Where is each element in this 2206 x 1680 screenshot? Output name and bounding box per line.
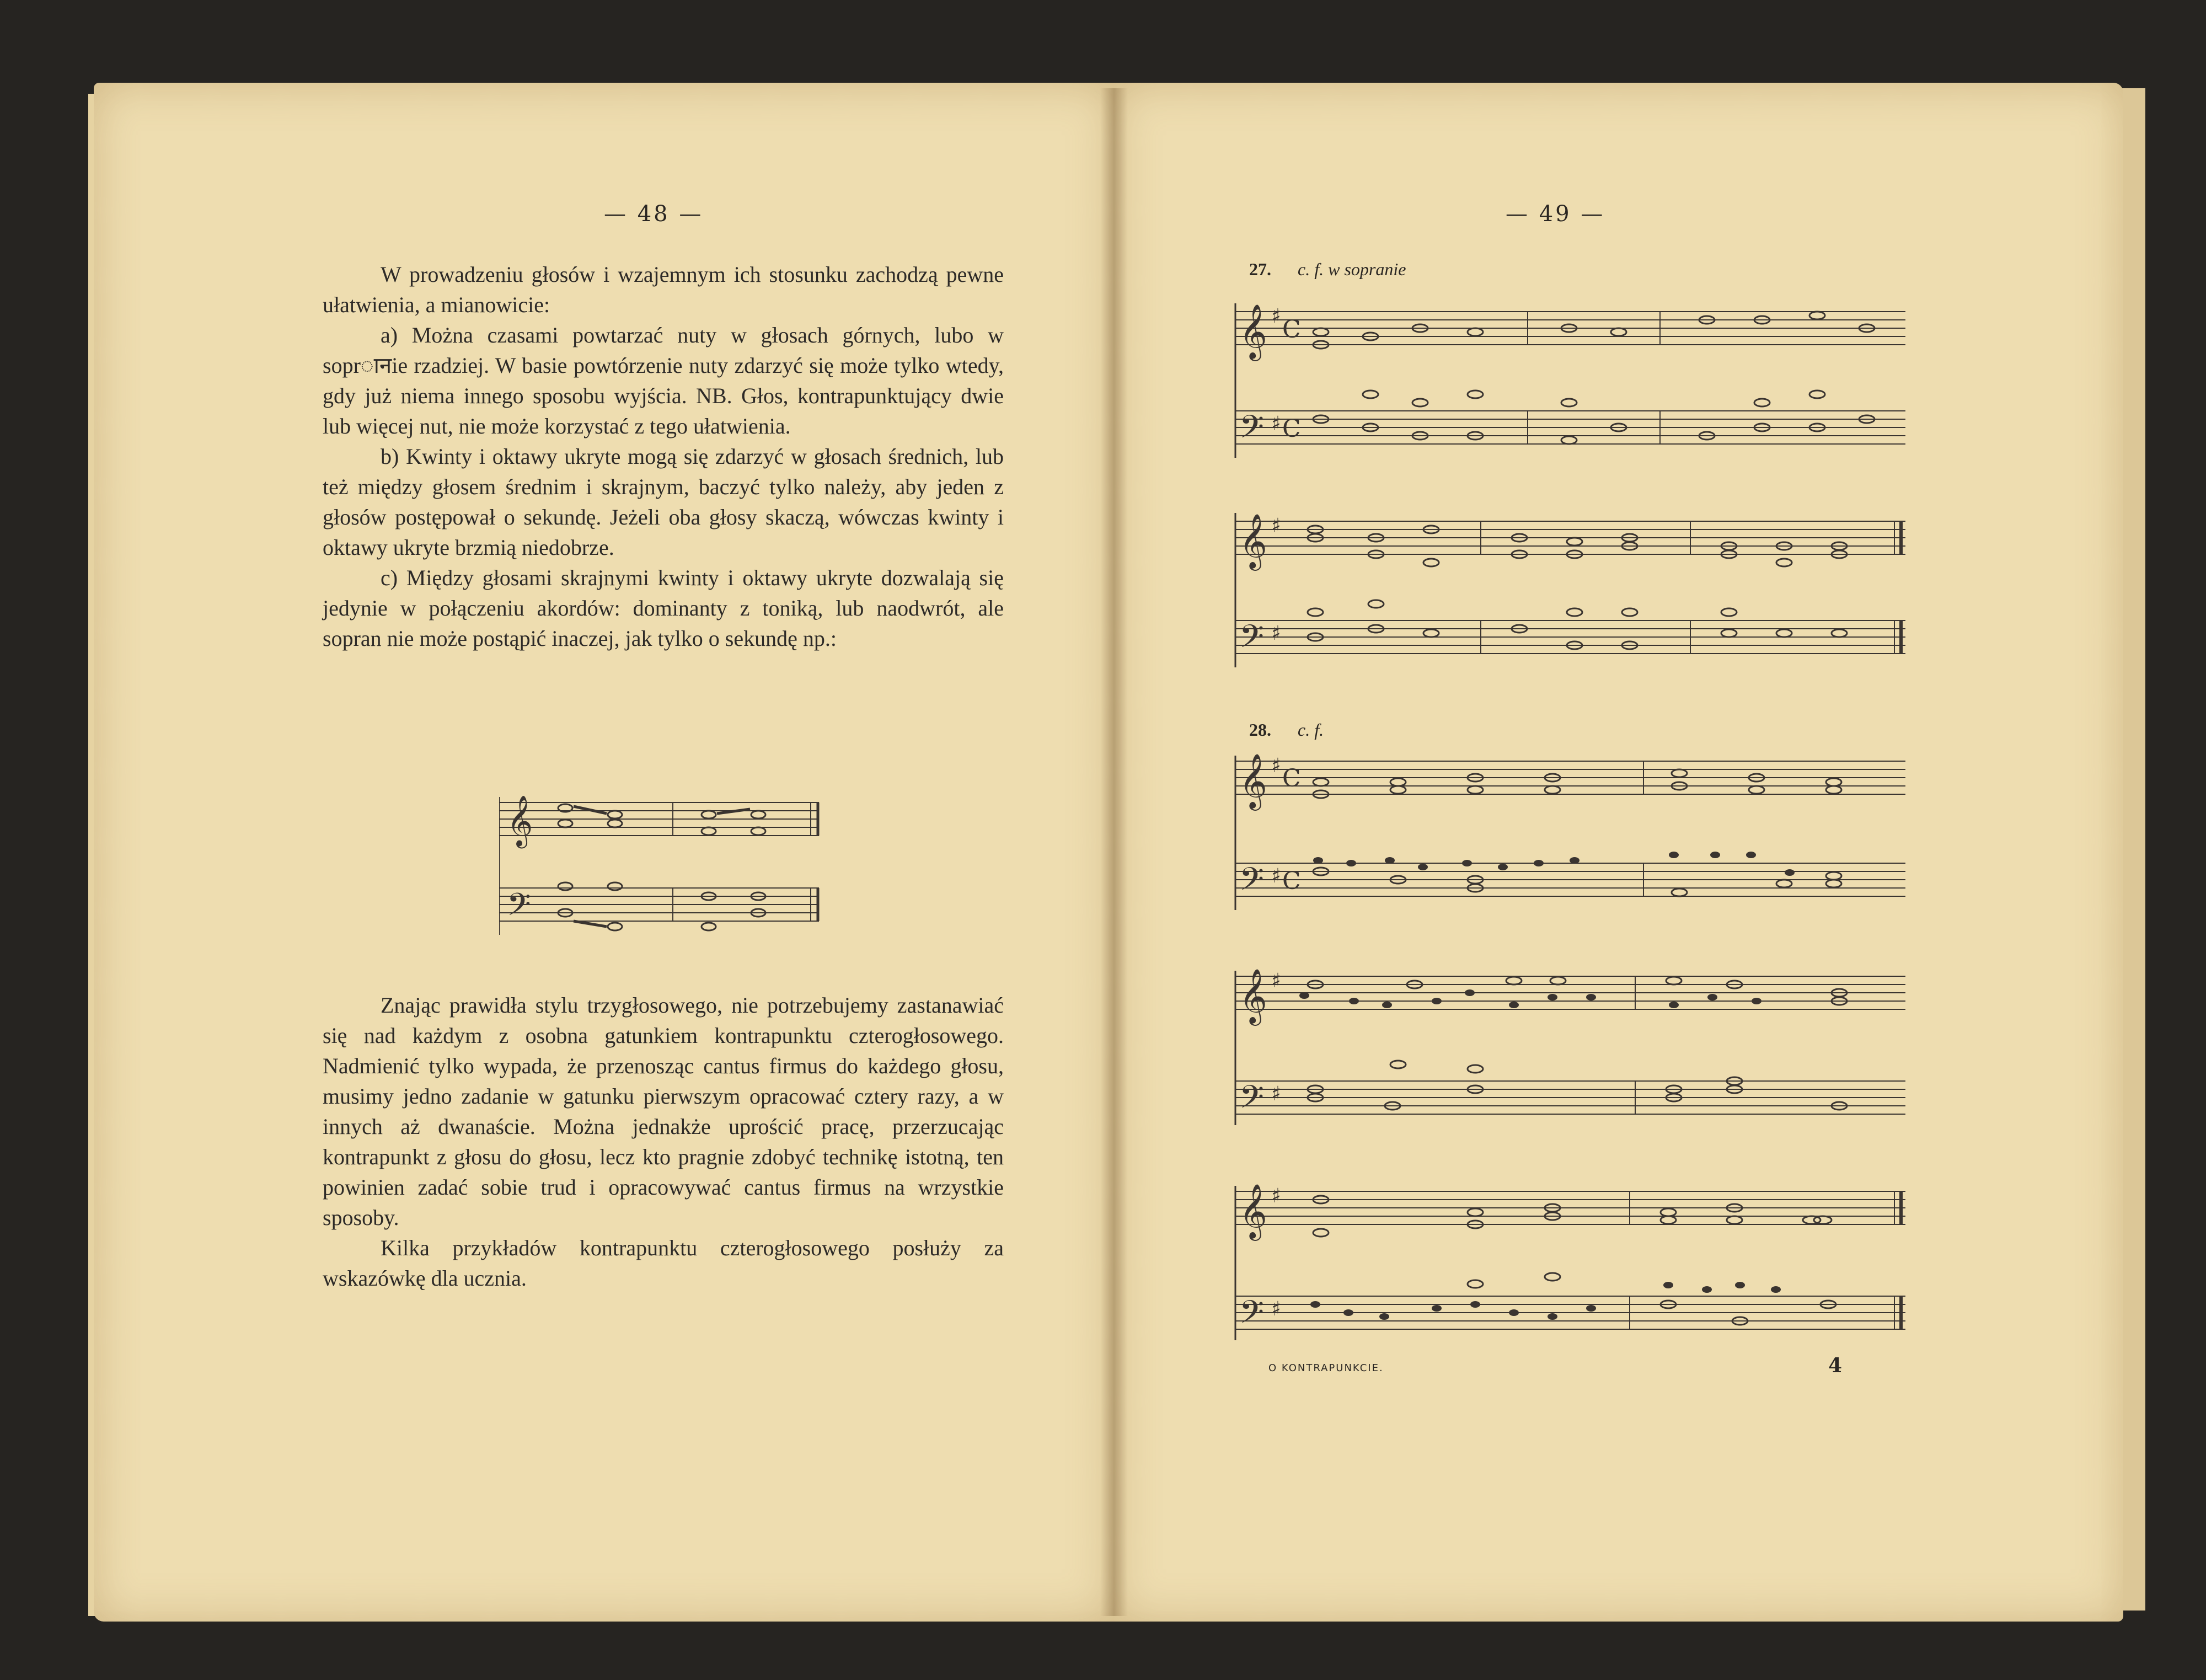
svg-text:𝄢: 𝄢	[1239, 408, 1265, 453]
svg-text:𝄢: 𝄢	[1239, 618, 1265, 663]
example-28-label	[1249, 720, 1324, 740]
svg-text:C: C	[1282, 867, 1301, 895]
svg-text:C: C	[1282, 764, 1301, 793]
example-28-score	[1233, 750, 1911, 1357]
svg-text:𝄞: 𝄞	[1239, 304, 1267, 359]
svg-text:♯: ♯	[1271, 755, 1281, 777]
svg-text:𝄞: 𝄞	[1239, 513, 1267, 569]
svg-text:♯: ♯	[1271, 1083, 1281, 1105]
svg-text:𝄢: 𝄢	[1239, 1293, 1265, 1339]
book-gutter	[1100, 88, 1128, 1616]
left-text-block-1	[323, 259, 1004, 654]
example-28-number: 28.	[1249, 720, 1271, 740]
svg-text:♯: ♯	[1271, 1298, 1281, 1320]
svg-text:♯: ♯	[1271, 515, 1281, 537]
example-27-score	[1233, 292, 1911, 689]
svg-text:𝄢: 𝄢	[1239, 860, 1265, 906]
svg-text:♯: ♯	[1271, 622, 1281, 645]
svg-text:C: C	[1282, 415, 1301, 443]
svg-text:♯: ♯	[1271, 865, 1281, 887]
svg-text:♯: ♯	[1271, 1185, 1281, 1207]
example-27-number: 27.	[1249, 259, 1271, 279]
example-28-caption: c. f.	[1298, 720, 1324, 740]
example-27-caption: c. f. w sopranie	[1298, 259, 1406, 279]
paragraph-examples: Kilka przykładów kontrapunktu czterogłosowego posłuży za wskazówkę dla ucznia.	[323, 1235, 1004, 1291]
page-number-48: — 48 —	[604, 201, 704, 227]
svg-text:𝄢: 𝄢	[1239, 1078, 1265, 1123]
footer-title: O KONTRAPUNKCIE.	[1268, 1362, 1384, 1374]
page-number-49: — 49 —	[1506, 201, 1605, 227]
svg-text:𝄞: 𝄞	[1239, 969, 1267, 1024]
svg-text:𝄞: 𝄞	[1239, 1184, 1267, 1239]
svg-text:C: C	[1282, 315, 1301, 344]
svg-text:𝄞: 𝄞	[507, 795, 533, 846]
svg-text:𝄢: 𝄢	[507, 887, 531, 930]
hidden-fifths-example	[499, 791, 830, 940]
paragraph-c: c) Między głosami skrajnymi kwinty i oktawy ukryte dozwalają się jedynie w połączeniu akordów: dominanty z toniką, lub naodwrót, ale sopran nie może postąpić inaczej, jak tylko o sekundę np.:	[323, 565, 1004, 651]
paragraph-b: b) Kwinty i oktawy ukryte mogą się zdarzyć w głosach średnich, lub też między głosem średnim i skrajnym, baczyć tylko należy, aby jeden z głosów postępował o sekundę. Jeżeli oba głosy skaczą, wówczas kwinty i oktawy ukryte brzmią niedobrze.	[323, 444, 1004, 560]
svg-text:♯: ♯	[1271, 305, 1281, 328]
svg-text:♯: ♯	[1271, 970, 1281, 992]
paragraph-intro: W prowadzeniu głosów i wzajemnym ich stosunku zachodzą pewne ułatwienia, a mianowicie:	[323, 262, 1004, 317]
svg-text:♯: ♯	[1271, 413, 1281, 435]
left-text-block-2	[323, 990, 1004, 1293]
example-27-label	[1249, 259, 1406, 280]
svg-text:𝄞: 𝄞	[1239, 753, 1267, 809]
paragraph-four-voice: Znając prawidła stylu trzygłosowego, nie potrzebujemy zastanawiać się nad każdym z osobna gatunkiem kontrapunktu czterogłosowego. Nadmienić tylko wypada, że przenosząc cantus firmus do każdego głosu, musimy jedno zadanie w gatunku pierwszym opracować cztery razy, a w innych aż dwanaście. Można jednakże uprościć pracę, przerzucając kontrapunkt z głosu do głosu, lecz kto pragnie zdobyć technikę istotną, ten powinien zadać sobie trud i opracowywać cantus firmus na wrzystkie sposoby.	[323, 993, 1004, 1230]
paragraph-a: a) Można czasami powtarzać nuty w głosach górnych, lubo w soprानie rzadziej. W basie powtórzenie nuty zdarzyć się może tylko wtedy, gdy już niema innego sposobu wyjścia. NB. Głos, kontrapunktujący dwie lub więcej nut, nie może korzystać z tego ułatwienia.	[323, 323, 1004, 438]
footer-signature: 4	[1828, 1354, 1843, 1377]
